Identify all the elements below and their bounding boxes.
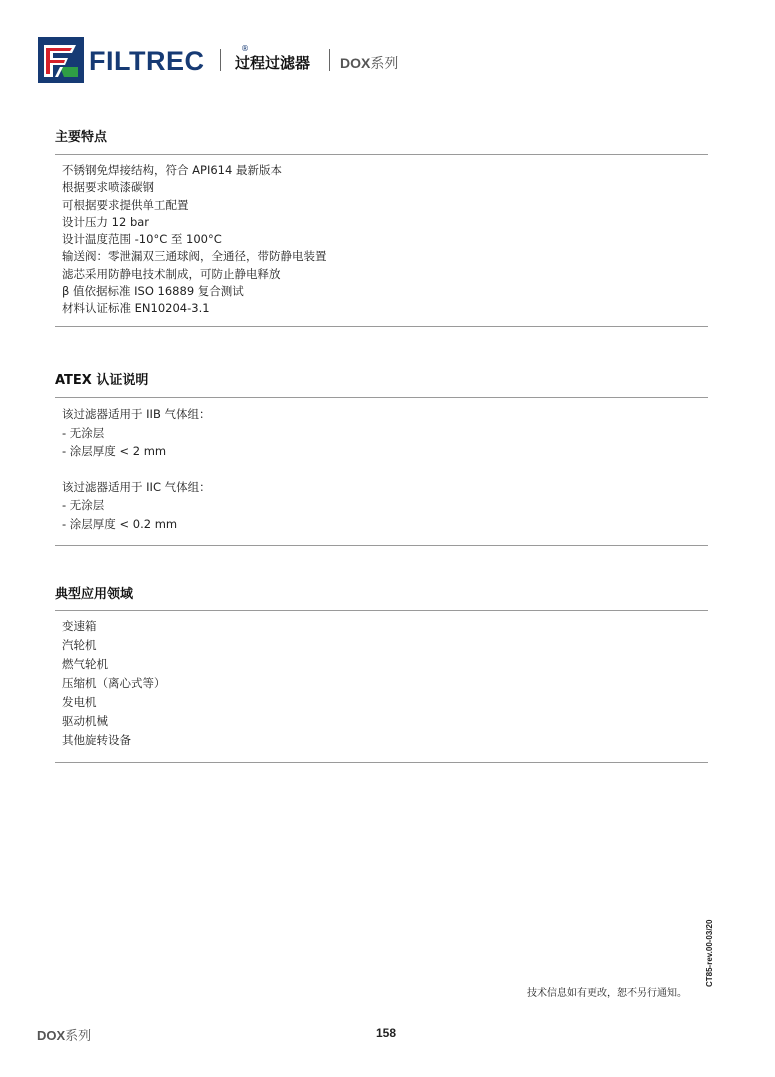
features-list — [62, 162, 327, 318]
list-item: 发电机 — [62, 695, 97, 709]
footer-series-code: DOX — [37, 1028, 66, 1043]
header-divider — [220, 49, 221, 71]
page-number: 158 — [376, 1026, 397, 1040]
disclaimer-notice: 技术信息如有更改，恕不另行通知。 — [527, 988, 687, 999]
applications-top-rule — [55, 610, 708, 611]
page-header — [38, 37, 738, 85]
header-series — [340, 53, 398, 73]
list-item: 不锈钢免焊接结构，符合 API614 最新版本 — [62, 163, 282, 177]
features-top-rule — [55, 154, 708, 155]
applications-title: 典型应用领域 — [55, 587, 134, 602]
atex-bottom-rule — [55, 545, 708, 546]
list-item: 材料认证标准 EN10204-3.1 — [62, 301, 210, 316]
list-item: 输送阀：零泄漏双三通球阀，全通径，带防静电装置 — [62, 249, 327, 264]
applications-list — [62, 617, 166, 750]
list-item: 滤芯采用防静电技术制成，可防止静电释放 — [62, 266, 281, 281]
filtrec-logo-icon — [38, 37, 84, 83]
revision-code: CT85-rev.00-03/20 — [705, 919, 714, 987]
atex-title: ATEX 认证说明 — [55, 373, 149, 388]
list-item: 汽轮机 — [62, 638, 97, 652]
list-item: - 涂层厚度 < 0.2 mm — [62, 516, 178, 531]
registered-mark: ® — [241, 44, 249, 53]
atex-list — [62, 405, 211, 533]
header-title: 过程过滤器 — [235, 54, 311, 72]
header-series-label: 系列 — [370, 56, 399, 72]
list-item: 其他旋转设备 — [62, 733, 131, 747]
list-item: 压缩机（离心式等） — [62, 676, 166, 690]
features-bottom-rule — [55, 326, 708, 327]
list-item: 驱动机械 — [62, 714, 108, 728]
features-title: 主要特点 — [55, 130, 108, 145]
list-item: - 无涂层 — [62, 498, 105, 512]
header-divider — [329, 49, 330, 71]
list-spacer — [62, 461, 211, 478]
list-item: 根据要求喷漆碳钢 — [62, 180, 154, 195]
list-item: - 涂层厚度 < 2 mm — [62, 444, 167, 458]
list-item: 可根据要求提供单工配置 — [62, 197, 189, 212]
list-item: 变速箱 — [62, 619, 97, 633]
footer-series-label: 系列 — [65, 1029, 92, 1044]
atex-top-rule — [55, 397, 708, 398]
list-item: 燃气轮机 — [62, 657, 108, 671]
list-item: 设计压力 12 bar — [62, 214, 150, 229]
brand-name: FILTREC — [89, 46, 205, 76]
header-series-code: DOX — [340, 55, 371, 71]
list-item: - 无涂层 — [62, 425, 105, 440]
list-item: β 值依据标准 ISO 16889 复合测试 — [62, 284, 244, 299]
footer-series — [37, 1025, 91, 1044]
applications-bottom-rule — [55, 762, 708, 763]
atex-group-intro: 该过滤器适用于 IIB 气体组： — [62, 407, 211, 421]
list-item: 设计温度范围 -10°C 至 100°C — [62, 232, 222, 247]
atex-group-intro: 该过滤器适用于 IIC 气体组： — [62, 479, 211, 494]
